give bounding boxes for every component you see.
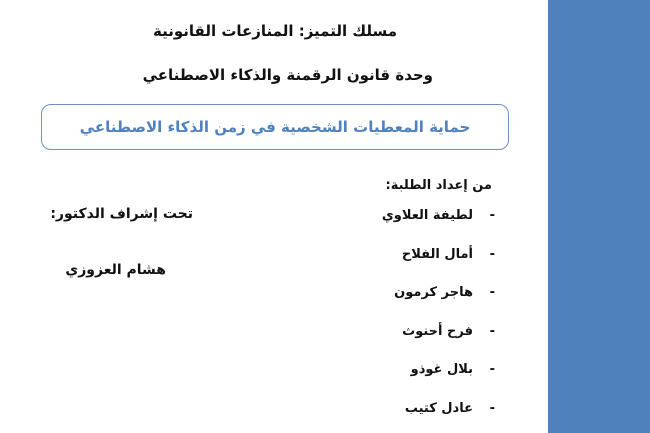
list-dash: - <box>489 246 495 262</box>
unit-heading: وحدة قانون الرقمنة والذكاء الاصطناعي <box>142 66 433 84</box>
list-item <box>375 362 495 401</box>
list-dash: - <box>489 323 495 339</box>
program-heading: مسلك التميز: المنازعات القانونية <box>153 22 397 40</box>
prepared-by-label: من إعداد الطلبة: <box>385 178 492 193</box>
list-item <box>375 208 495 247</box>
title-box <box>41 104 509 150</box>
list-item <box>375 247 495 286</box>
document-title: حماية المعطيات الشخصية في زمن الذكاء الاصطناعي <box>79 118 471 136</box>
supervision-label: تحت إشراف الدكتور: <box>50 206 193 222</box>
list-dash: - <box>489 362 495 378</box>
side-color-band <box>548 0 650 433</box>
list-dash: - <box>489 208 495 223</box>
supervisor-name: هشام العزوزي <box>65 262 166 278</box>
student-name: فرح أحنوث <box>402 323 473 339</box>
list-dash: - <box>489 285 495 301</box>
list-item <box>375 324 495 363</box>
student-list <box>375 208 495 433</box>
student-name: أمال الفلاح <box>401 246 473 262</box>
student-name: عادل كتيب <box>404 400 473 416</box>
list-item <box>375 285 495 324</box>
student-name: لطيفة العلاوي <box>381 208 473 223</box>
student-name: هاجر كرمون <box>394 285 473 301</box>
list-dash: - <box>489 400 495 416</box>
student-name: بلال غوذو <box>410 362 473 378</box>
list-item <box>375 401 495 433</box>
